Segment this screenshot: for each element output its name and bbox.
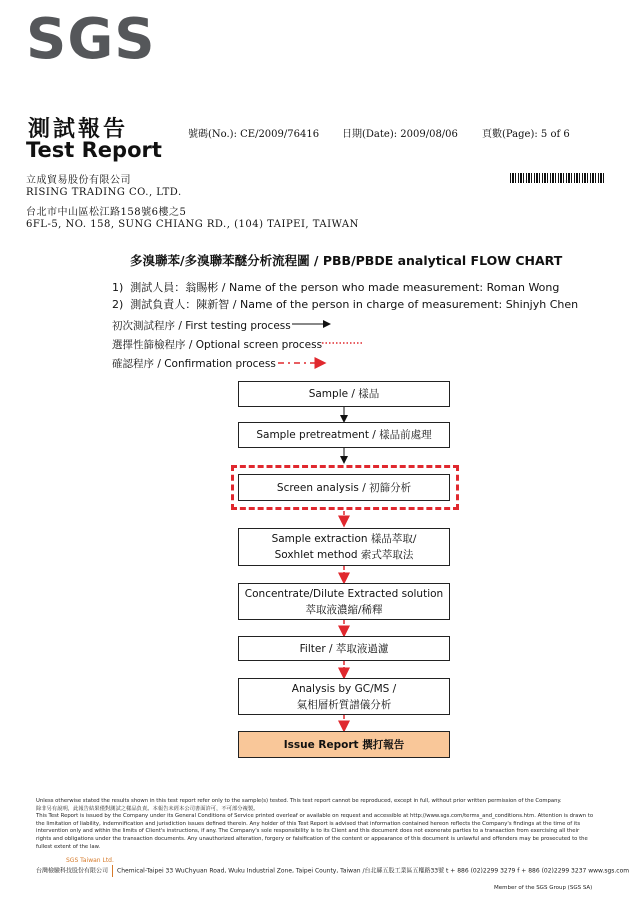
flow-title-zh: 多溴聯苯/多溴聯苯醚分析流程圖 xyxy=(130,253,310,268)
disclaimer-2: This Test Report is issued by the Company under its General Conditions of Service printed overleaf or available on request and accessible at http://www.sgs.com/terms_and_conditions.htm. Attention is drawn to the limitation of liability, indemnification and jurisdiction issues defined therein. Any holder of this Test Report is advised that information contained hereon reflects the Company's findings at the time of its intervention only and within the limits of Client's instructions, if any. The Company's sole responsibility is to its Client and this document does not exonerate parties to a transaction from exercising all their rights and obligations under the transaction documents. Any unauthorized alteration, forgery or falsification of the content or appearance of this document is unlawful and offenders may be prosecuted to the fullest extent of the law. xyxy=(36,813,594,850)
legend-first-zh: 初次測試程序 xyxy=(112,320,175,332)
step-sample xyxy=(238,381,450,407)
step-soxhlet-zh: 索式萃取法 xyxy=(360,549,414,561)
step-issue-en: Issue Report xyxy=(283,738,363,751)
disclaimer-1: Unless otherwise stated the results shown in this test report refer only to the sample(s) tested. This test report cannot be reproduced, except in full, without prior written permission of the Company. xyxy=(36,798,562,804)
office-address: Chemical-Taipei 33 WuChyuan Road, Wuku Industrial Zone, Taipei County, Taiwan /台北縣五股工業區五權路33號 t + 886 (02)2299 3279 f + 886 (02)2299 3237 www.sgs.com xyxy=(117,867,630,875)
step-analysis xyxy=(238,678,450,715)
person-2-zh: 測試負責人：陳新智 xyxy=(130,298,230,311)
step-analysis-zh: 氣相層析質譜儀分析 xyxy=(296,698,392,711)
footer-disclaimer xyxy=(36,798,596,851)
step-analysis-en: Analysis by GC/MS / xyxy=(291,682,397,695)
step-concentrate-zh: 萃取液濃縮/稀釋 xyxy=(305,603,383,616)
legend-optional-en: / Optional screen process xyxy=(185,339,323,351)
step-filter xyxy=(238,636,450,661)
company-name-zh: 台灣檢驗科技股份有限公司 xyxy=(36,867,109,875)
person-1-zh: 測試人員：翁賜彬 xyxy=(130,281,219,294)
sgs-logo: SGS xyxy=(26,7,156,72)
flow-title-en: / PBB/PBDE analytical FLOW CHART xyxy=(309,253,563,268)
step-extraction-en: Sample extraction xyxy=(271,533,371,545)
client-address-zh: 台北市中山區松江路158號6樓之5 xyxy=(26,207,187,218)
sgs-member-note: Member of the SGS Group (SGS SA) xyxy=(494,885,593,891)
person-1-en: / Name of the person who made measurement: Roman Wong xyxy=(218,281,560,294)
step-sample-zh: 樣品 xyxy=(358,388,380,400)
report-title-en: Test Report xyxy=(26,138,162,162)
step-sample-en: Sample / xyxy=(308,388,359,400)
step-extraction-zh: 樣品萃取/ xyxy=(370,533,417,545)
person-1-num: 1) xyxy=(112,281,124,294)
step-pretreatment-en: Sample pretreatment / xyxy=(256,429,380,441)
step-pretreatment xyxy=(238,422,450,448)
report-date: 日期(Date): 2009/08/06 xyxy=(342,129,458,140)
step-issue-zh: 撰打報告 xyxy=(362,738,405,751)
step-screen-en: Screen analysis / xyxy=(276,481,370,494)
step-concentrate-en: Concentrate/Dilute Extracted solution xyxy=(244,587,444,600)
step-screen-zh: 初篩分析 xyxy=(369,481,412,494)
client-name-zh: 立成貿易股份有限公司 xyxy=(26,175,131,186)
client-address-en: 6FL-5, NO. 158, SUNG CHIANG RD., (104) TAIPEI, TAIWAN xyxy=(26,219,359,230)
legend-first-en: / First testing process xyxy=(175,320,291,332)
legend-confirm-en: / Confirmation process xyxy=(154,358,276,370)
step-extraction xyxy=(238,528,450,566)
report-title-zh: 測試報告 xyxy=(28,116,129,142)
footer-office xyxy=(36,865,629,877)
step-concentrate xyxy=(238,583,450,620)
client-name-en: RISING TRADING CO., LTD. xyxy=(26,187,182,198)
step-soxhlet-en: Soxhlet method xyxy=(274,549,361,561)
step-screen-analysis xyxy=(238,474,450,501)
legend-optional-zh: 選擇性篩檢程序 xyxy=(112,339,186,351)
person-2-num: 2) xyxy=(112,298,124,311)
step-issue-report xyxy=(238,731,450,758)
step-pretreatment-zh: 樣品前處理 xyxy=(379,429,432,441)
disclaimer-1-zh: 除非另有說明，此報告結果僅對測試之樣品負責。本報告未經本公司書面許可，不可部分複製。 xyxy=(36,805,259,812)
sgs-taiwan-label: SGS Taiwan Ltd. xyxy=(66,857,114,864)
step-filter-en: Filter / xyxy=(299,642,336,655)
page-number: 頁數(Page): 5 of 6 xyxy=(482,129,570,140)
report-number: 號碼(No.): CE/2009/76416 xyxy=(188,129,320,140)
person-2-en: / Name of the person in charge of measurement: Shinjyh Chen xyxy=(229,298,579,311)
step-filter-zh: 萃取液過濾 xyxy=(335,642,389,655)
legend-confirm-zh: 確認程序 xyxy=(112,358,154,370)
